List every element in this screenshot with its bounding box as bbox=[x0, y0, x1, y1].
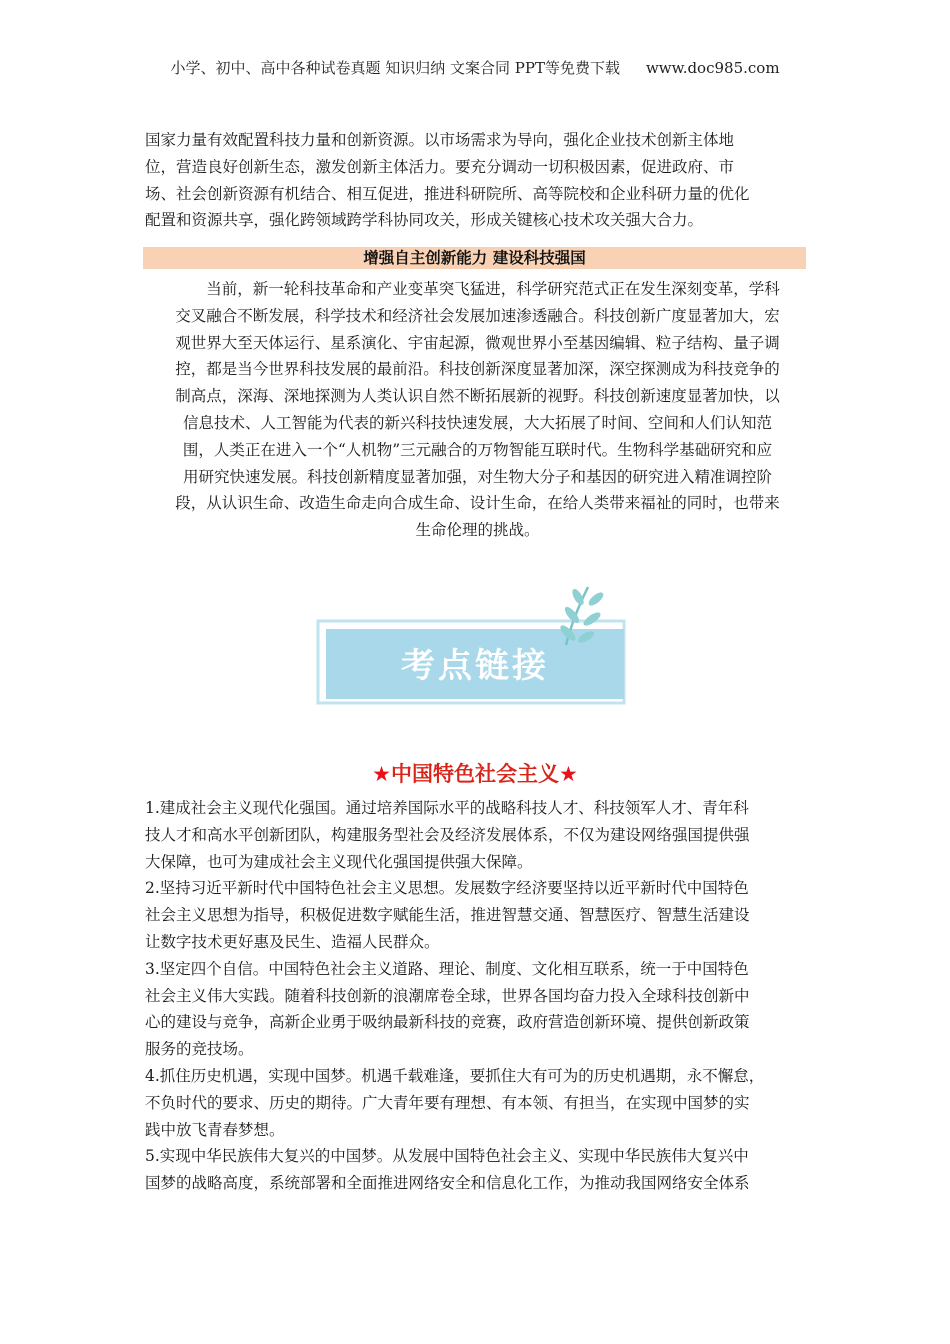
star-icon: ★ bbox=[372, 762, 391, 786]
banner-graphic bbox=[316, 585, 634, 710]
list-item-line: 国梦的战略高度，系统部署和全面推进网络安全和信息化工作，为推动我国网络安全体系 bbox=[145, 1174, 750, 1193]
text-line: 制高点，深海、深地探测为人类认识自然不断拓展新的视野。科技创新速度显著加快，以 bbox=[175, 387, 780, 406]
text-line: 国家力量有效配置科技力量和创新资源。以市场需求为导向，强化企业技术创新主体地 bbox=[145, 131, 735, 149]
article-paragraph bbox=[145, 276, 810, 544]
text-line: 生命伦理的挑战。 bbox=[415, 521, 540, 540]
section-title bbox=[0, 758, 950, 788]
page-header bbox=[0, 57, 950, 78]
list-item-line: 2.坚持习近平新时代中国特色社会主义思想。发展数字经济要坚持以近平新时代中国特色 bbox=[145, 879, 749, 898]
text-line: 围，人类正在进入一个“人机物”三元融合的万物智能互联时代。生物科学基础研究和应 bbox=[182, 440, 773, 459]
text-line: 场、社会创新资源有机结合、相互促进，推进科研院所、高等院校和企业科研力量的优化 bbox=[145, 184, 750, 203]
list-item-line: 4.抓住历史机遇，实现中国梦。机遇千载难逢，要抓住大有可为的历史机遇期，永不懈怠， bbox=[145, 1066, 765, 1085]
list-item-line: 让数字技术更好惠及民生、造福人民群众。 bbox=[145, 932, 440, 951]
text-line: 控，都是当今世界科技发展的最前沿。科技创新深度显著加深，深空探测成为科技竞争的 bbox=[175, 360, 780, 379]
text-line: 当前，新一轮科技革命和产业变革突飞猛进，科学研究范式正在发生深刻变革，学科 bbox=[206, 280, 780, 298]
list-item-line: 服务的竞技场。 bbox=[145, 1040, 254, 1059]
list-item-line: 1.建成社会主义现代化强国。通过培养国际水平的战略科技人才、科技领军人才、青年科 bbox=[145, 799, 749, 817]
header-url: www.doc985.com bbox=[645, 59, 780, 77]
section-title-text: 中国特色社会主义 bbox=[391, 762, 559, 786]
intro-paragraph bbox=[145, 127, 810, 234]
list-item-line: 技人才和高水平创新团队，构建服务型社会及经济发展体系，不仅为建设网络强国提供强 bbox=[145, 825, 750, 844]
list-item-line: 社会主义思想为指导，积极促进数字赋能生活，推进智慧交通、智慧医疗、智慧生活建设 bbox=[145, 906, 750, 925]
text-line: 信息技术、人工智能为代表的新兴科技快速发展，大大拓展了时间、空间和人们认知范 bbox=[182, 413, 772, 432]
list-item-line: 心的建设与竞争，高新企业勇于吸纳最新科技的竞赛，政府营造创新环境、提供创新政策 bbox=[145, 1013, 750, 1032]
star-icon: ★ bbox=[559, 762, 578, 786]
list-item-line: 践中放飞青春梦想。 bbox=[145, 1120, 285, 1139]
text-line: 配置和资源共享，强化跨领域跨学科协同攻关，形成关键核心技术攻关强大合力。 bbox=[145, 211, 704, 230]
key-points-list bbox=[145, 795, 817, 1197]
list-item-line: 社会主义伟大实践。随着科技创新的浪潮席卷全球，世界各国均奋力投入全球科技创新中 bbox=[145, 986, 750, 1005]
banner-label: 考点链接 bbox=[401, 646, 549, 686]
key-points-banner bbox=[316, 585, 634, 710]
text-line: 段，从认识生命、改造生命走向合成生命、设计生命，在给人类带来福祉的同时，也带来 bbox=[175, 494, 780, 513]
text-line: 观世界大至天体运行、星系演化、宇宙起源，微观世界小至基因编辑、粒子结构、量子调 bbox=[175, 333, 780, 352]
header-text: 小学、初中、高中各种试卷真题 知识归纳 文案合同 PPT等免费下载 bbox=[170, 59, 620, 77]
list-item-line: 5.实现中华民族伟大复兴的中国梦。从发展中国特色社会主义、实现中华民族伟大复兴中 bbox=[145, 1147, 749, 1166]
list-item-line: 大保障，也可为建成社会主义现代化强国提供强大保障。 bbox=[145, 852, 533, 871]
text-line: 交叉融合不断发展，科学技术和经济社会发展加速渗透融合。科技创新广度显著加大，宏 bbox=[175, 306, 780, 325]
list-item-line: 不负时代的要求、历史的期待。广大青年要有理想、有本领、有担当，在实现中国梦的实 bbox=[145, 1093, 750, 1112]
article-title-band: 增强自主创新能力 建设科技强国 bbox=[143, 247, 806, 269]
text-line: 用研究快速发展。科技创新精度显著加强，对生物大分子和基因的研究进入精准调控阶 bbox=[182, 467, 772, 486]
text-line: 位，营造良好创新生态，激发创新主体活力。要充分调动一切积极因素，促进政府、市 bbox=[145, 157, 735, 176]
list-item-line: 3.坚定四个自信。中国特色社会主义道路、理论、制度、文化相互联系，统一于中国特色 bbox=[145, 959, 749, 978]
